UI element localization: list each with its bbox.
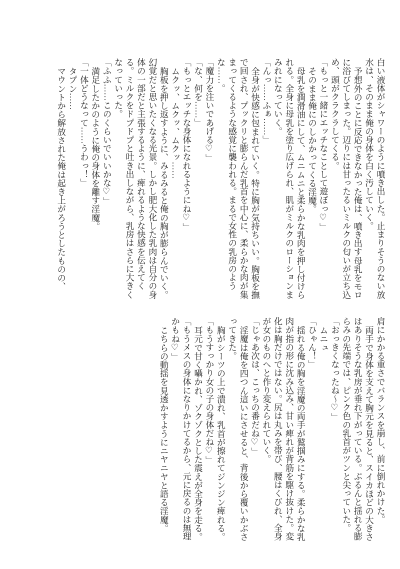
dialogue-line: 「おっきくなったね～♡」	[330, 317, 341, 422]
dialogue-line: 「もっと一緒にエッチなことして遊ぼっ♡」	[318, 58, 329, 232]
dialogue-line: 「魔力を注いであげる♡」	[204, 58, 215, 163]
dialogue-line: 「んっ……ふぁ……」	[261, 58, 272, 144]
dialogue-line: 「ふふ……このくらいでいいかな♡」	[102, 58, 113, 206]
sound-effect-line: ムクッ、ムクッ、ムクッ……	[170, 66, 181, 179]
paragraph: 淫魔は俺を四つん這いにさせると、背後から覆いかぶさってきた。	[227, 317, 250, 541]
paragraph: マウントから解放された俺は起き上がろうとしたものの、	[56, 66, 67, 291]
dialogue-line: 「もうメスの身体になりかけてるから、元に戻るのは無理かもね♡」	[170, 317, 193, 541]
paragraph: 揺れる俺の胸を淫魔の両手が鷲掴みにする。柔らかな乳肉が指の形に沈み込み、甘い痺れが背筋を駆け抜けた。変化は胸だけではない。尻は丸みを帯び、腰はくびれ、全身が女のものへと作り変えられていく。	[261, 317, 307, 541]
sound-effect-line: タプン……	[68, 66, 79, 110]
paragraph: 白い液体がシャワーのように噴き出した。止まりそうのない放水は、そのまま俺の身体を白く汚していく。	[364, 58, 386, 299]
lower-text-block	[116, 317, 386, 549]
sound-effect-line: ムニュ	[318, 325, 329, 352]
dialogue-line: 「一体どうなって……うわっ！」	[79, 58, 90, 187]
dialogue-line: 「ひゃん！」	[307, 317, 318, 369]
paragraph: そのまま俺にのしかかってくる淫魔。	[307, 66, 318, 213]
dialogue-line: 「じゃあ次は、こっちの番だね♡」	[250, 317, 261, 456]
paragraph: 母乳を潤滑油にして、ムニムニと柔らかな乳肉を押し付けられる。全身に母乳を塗り広げられ、肌がミルクのローションまみれになっていく。	[273, 58, 307, 299]
dialogue-line: 「もっとエッチな身体になれるようにね♡」	[182, 58, 193, 232]
paragraph: 満足したかのように俺の身体を離す淫魔。	[90, 66, 101, 230]
dialogue-line: 「もうすっかり女の子の身体だね♡」	[204, 317, 215, 465]
paragraph: 耳元で甘く囁かれ、ゾクゾクとした震えが全身を走る。	[193, 325, 204, 541]
upper-text-block	[52, 58, 386, 301]
paragraph: 全身が快感に包まれていく。特に胸が気持ちいい。胸板を撫で回され、プックリと膨らんだ乳首を中心に、柔らかな肉が集まってくるような感覚に襲われる。まるで女性の乳房のような……。	[216, 58, 261, 299]
dialogue-line: 「な、何を……」	[193, 58, 204, 127]
paragraph: 予想外のことに反応できなかった俺は、噴き出す母乳をモロに浴びてしまった。辺りには甘ったるいミルクの匂いが立ち込め、頭がクラクラしてくる。	[330, 58, 364, 299]
paragraph: 胸板を押し返すように、みるみると俺の胸が膨らんでいく。幻覚だと思いたくなる光景。しかし肥大化した乳肉は自分の身体の一部だと主張するように、痺れるような快感を伝えてくる。ミルクをドプドプと吐き出しながら、乳房はさらに大きくなっていった。	[113, 58, 170, 299]
paragraph: 肩にかかる重さでバランスを崩し、前に倒れかけた。	[376, 317, 386, 524]
paragraph: 胸がシーツの上で潰れ、乳首が擦れてジンジン痺れる。	[216, 325, 227, 541]
paragraph: こちらの動揺を見透かすようにニヤニヤと語る淫魔。	[159, 325, 170, 532]
paragraph: 両手で身体を支えて胸元を見ると、スイカほどの大きさはありそうな乳房が垂れ下がっている。ぷるんと揺れる膨らみの先端では、ピンク色の乳首がツンと尖っていた。	[341, 317, 375, 541]
